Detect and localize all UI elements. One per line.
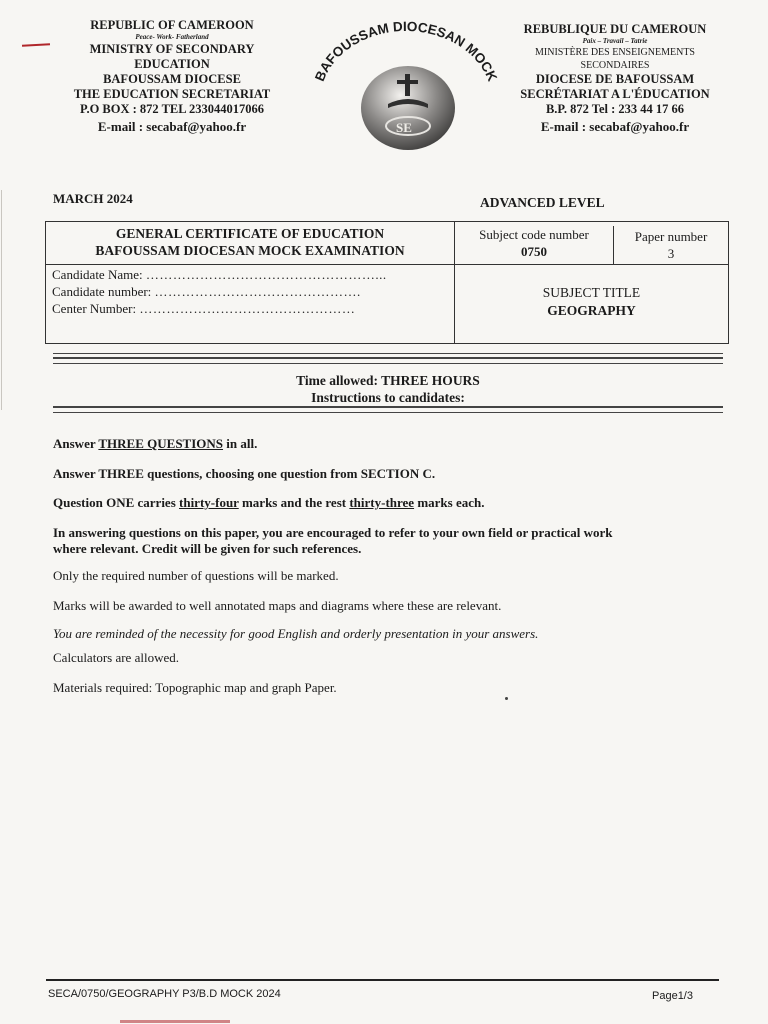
paper-number-value: 3: [667, 246, 675, 261]
header-left-ministry-2: EDUCATION: [134, 57, 210, 71]
time-allowed-block: [53, 372, 723, 406]
footer-code: SECA/0750/GEOGRAPHY P3/B.D MOCK 2024: [48, 988, 281, 1000]
instruction-3-emphasis-1: thirty-four: [179, 495, 239, 510]
subject-title-value: GEOGRAPHY: [547, 303, 636, 318]
candidate-fields: [52, 266, 387, 317]
center-number-row: [52, 300, 387, 317]
instruction-7: You are reminded of the necessity for good English and orderly presentation in your answers.: [53, 626, 539, 641]
instruction-2: Answer THREE questions, choosing one question from SECTION C.: [53, 466, 436, 481]
paper-number-label: Paper number: [634, 229, 708, 244]
exam-title-line-1: GENERAL CERTIFICATE OF EDUCATION: [115, 226, 385, 241]
header-left-ministry-1: MINISTRY OF SECONDARY: [89, 42, 255, 56]
exam-title-line-2: BAFOUSSAM DIOCESAN MOCK EXAMINATION: [95, 243, 405, 258]
subject-code-label: Subject code number: [479, 227, 589, 242]
instruction-5: Only the required number of questions will be marked.: [53, 568, 339, 583]
bottom-edge-mark: [120, 1020, 230, 1023]
candidate-name-field: ……………………………………………...: [145, 267, 387, 282]
header-left-secretariat: THE EDUCATION SECRETARIAT: [73, 87, 271, 101]
subject-title-cell: [455, 284, 728, 320]
header-right-motto: Paix – Travail – Tatrie: [582, 37, 648, 45]
margin-fold-line: [1, 190, 2, 410]
instructions-heading: Instructions to candidates:: [311, 390, 465, 405]
header-right-ministry-1: MINISTÈRE DES ENSEIGNEMENTS: [535, 47, 695, 58]
instruction-6: Marks will be awarded to well annotated maps and diagrams where these are relevant.: [53, 598, 502, 613]
footer-line: [46, 979, 719, 981]
header-right-secretariat: SECRÉTARIAT A L'ÉDUCATION: [520, 87, 710, 101]
margin-ink-mark: [22, 43, 50, 46]
header-left-country: REPUBLIC OF CAMEROON: [90, 18, 254, 32]
instruction-3-pre: Question ONE carries: [53, 495, 180, 510]
instruction-3-emphasis-2: thirty-three: [349, 495, 415, 510]
header-right-country: REBUBLIQUE DU CAMEROUN: [523, 22, 707, 36]
exam-level: ADVANCED LEVEL: [480, 195, 605, 210]
subject-code-cell: [455, 226, 613, 260]
exam-info-box: [45, 221, 729, 344]
instruction-3: [53, 495, 485, 511]
subject-title-label: SUBJECT TITLE: [542, 285, 641, 300]
exam-title: [46, 225, 454, 259]
instruction-4-line-1: In answering questions on this paper, you are encouraged to refer to your own field or practical work: [53, 525, 613, 540]
instruction-9: Materials required: Topographic map and graph Paper.: [53, 680, 337, 695]
svg-text:SE: SE: [396, 120, 412, 135]
candidate-name-label: Candidate Name:: [52, 267, 143, 282]
separator-line-1a: [53, 353, 723, 354]
instruction-3-post: marks each.: [414, 495, 485, 510]
header-left-email: E-mail : secabaf@yahoo.fr: [97, 119, 247, 134]
header-right-diocese: DIOCESE DE BAFOUSSAM: [535, 72, 695, 86]
separator-line-2b: [53, 412, 723, 413]
instruction-1: [53, 436, 257, 452]
logo-arc-text: BAFOUSSAM DIOCESAN MOCK: [311, 18, 501, 84]
instruction-8: Calculators are allowed.: [53, 650, 179, 665]
header-left-diocese: BAFOUSSAM DIOCESE: [103, 72, 241, 86]
instruction-4: [53, 525, 733, 557]
logo-svg: [300, 8, 510, 158]
instruction-4-line-2: where relevant. Credit will be given for such references.: [53, 541, 362, 556]
candidate-name-row: [52, 266, 387, 283]
instruction-1-post: in all.: [223, 436, 258, 451]
header-right-po-box: B.P. 872 Tel : 233 44 17 66: [545, 102, 685, 116]
time-allowed: Time allowed: THREE HOURS: [296, 373, 480, 388]
footer-page: Page1/3: [652, 990, 693, 1002]
diocesan-seal-icon: [361, 66, 455, 150]
diocesan-logo: [300, 8, 510, 158]
center-number-label: Center Number:: [52, 301, 137, 316]
paper-number-cell: [614, 228, 728, 262]
header-right: [498, 22, 732, 134]
instruction-1-pre: Answer: [53, 436, 99, 451]
separator-line-1b: [53, 357, 723, 359]
separator-line-1c: [53, 363, 723, 364]
candidate-number-row: [52, 283, 387, 300]
header-left-motto: Peace- Work- Fatherland: [135, 33, 209, 41]
stray-mark: [505, 697, 508, 700]
center-number-field: …………………………………………: [139, 301, 356, 316]
subject-code-value: 0750: [521, 244, 547, 259]
box-divider-horizontal: [46, 264, 728, 265]
header-left-po-box: P.O BOX : 872 TEL 233044017066: [79, 102, 265, 116]
candidate-number-label: Candidate number:: [52, 284, 152, 299]
candidate-number-field: ……………………………………….: [154, 284, 361, 299]
separator-line-2a: [53, 406, 723, 408]
exam-date: MARCH 2024: [53, 191, 133, 206]
header-right-email: E-mail : secabaf@yahoo.fr: [540, 119, 690, 134]
header-right-ministry-2: SECONDAIRES: [580, 60, 650, 71]
header-left: [58, 18, 286, 134]
instruction-3-mid: marks and the rest: [238, 495, 350, 510]
instruction-1-emphasis: THREE QUESTIONS: [98, 436, 224, 451]
